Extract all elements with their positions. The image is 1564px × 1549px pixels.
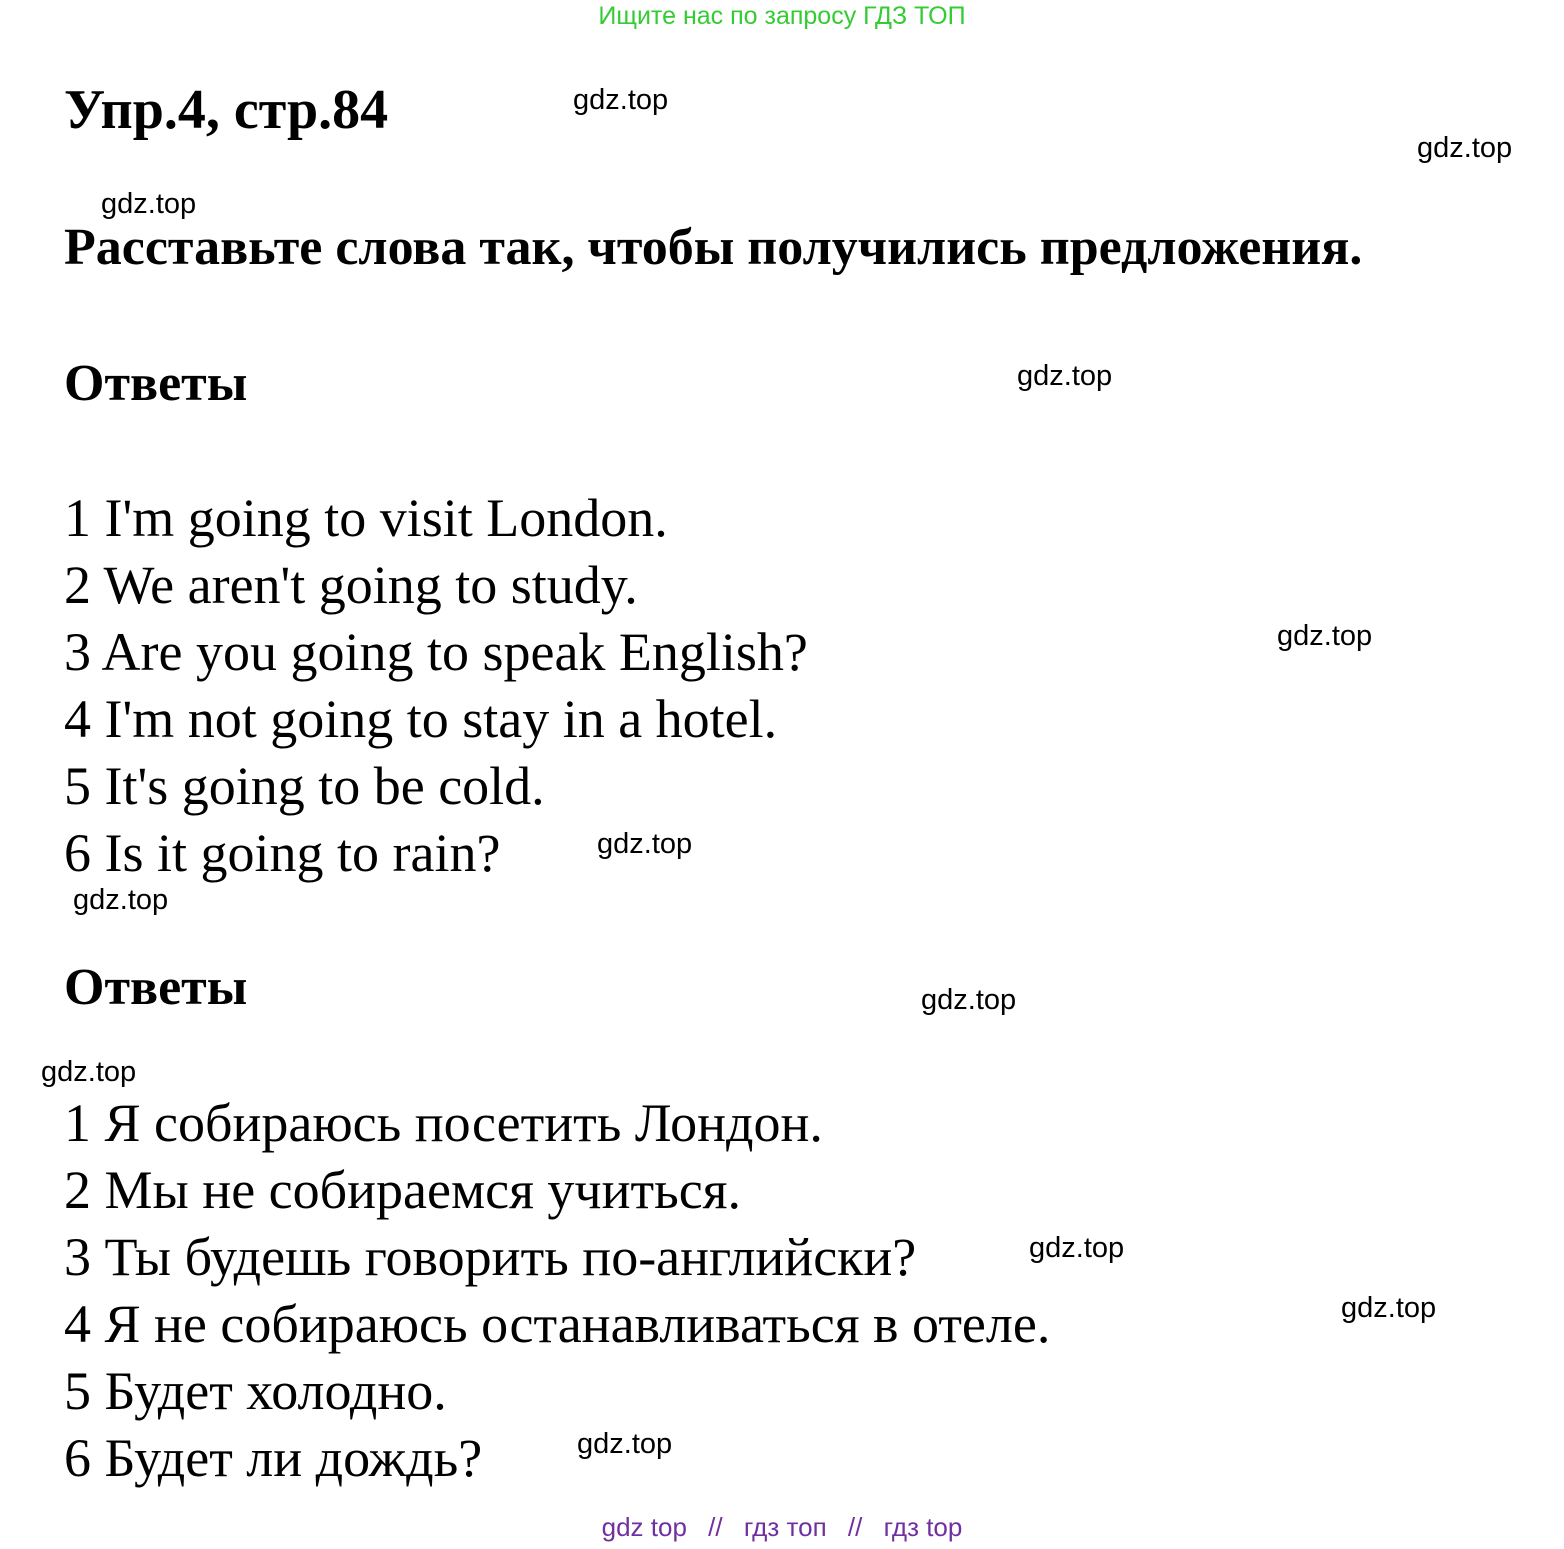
answer-item: 5 It's going to be cold. bbox=[64, 756, 545, 816]
watermark: gdz.top bbox=[41, 1056, 137, 1088]
answers-heading-russian: Ответы bbox=[64, 959, 248, 1016]
footer-separator: // bbox=[708, 1512, 723, 1542]
watermark: gdz.top bbox=[1017, 360, 1113, 392]
footer bbox=[0, 1512, 1564, 1543]
exercise-title: Упр.4, стр.84 bbox=[64, 79, 389, 141]
footer-text-1: gdz top bbox=[601, 1512, 687, 1542]
answer-item: 3 Ты будешь говорить по-английски? bbox=[64, 1227, 917, 1287]
answer-item: 4 I'm not going to stay in a hotel. bbox=[64, 689, 778, 749]
answers-list-english bbox=[64, 485, 808, 887]
answer-item: 5 Будет холодно. bbox=[64, 1361, 447, 1421]
footer-text-2: гдз топ bbox=[743, 1512, 827, 1542]
watermark: gdz.top bbox=[1277, 620, 1373, 652]
exercise-instruction: Расставьте слова так, чтобы получились предложения. bbox=[64, 219, 1363, 276]
watermark: gdz.top bbox=[577, 1428, 673, 1460]
answer-item: 3 Are you going to speak English? bbox=[64, 622, 808, 682]
footer-separator: // bbox=[847, 1512, 863, 1542]
answer-item: 1 I'm going to visit London. bbox=[64, 488, 668, 548]
watermark: gdz.top bbox=[73, 884, 169, 916]
watermark: gdz.top bbox=[573, 84, 669, 116]
watermark: gdz.top bbox=[1341, 1292, 1437, 1324]
answers-list-russian bbox=[64, 1090, 1050, 1492]
answer-item: 1 Я собираюсь посетить Лондон. bbox=[64, 1093, 823, 1153]
answer-item: 2 Мы не собираемся учиться. bbox=[64, 1160, 742, 1220]
footer-text-3: гдз top bbox=[883, 1512, 963, 1542]
answer-item: 6 Будет ли дождь? bbox=[64, 1428, 483, 1488]
watermark: gdz.top bbox=[1417, 132, 1513, 164]
top-banner: Ищите нас по запросу ГДЗ ТОП bbox=[598, 2, 966, 30]
answer-item: 4 Я не собираюсь останавливаться в отеле. bbox=[64, 1294, 1051, 1354]
answer-item: 6 Is it going to rain? bbox=[64, 823, 501, 883]
answer-item: 2 We aren't going to study. bbox=[64, 555, 638, 615]
watermark: gdz.top bbox=[597, 828, 693, 860]
answers-heading-english: Ответы bbox=[64, 355, 248, 412]
watermark: gdz.top bbox=[1029, 1232, 1125, 1264]
watermark: gdz.top bbox=[101, 188, 197, 220]
watermark: gdz.top bbox=[921, 984, 1017, 1016]
